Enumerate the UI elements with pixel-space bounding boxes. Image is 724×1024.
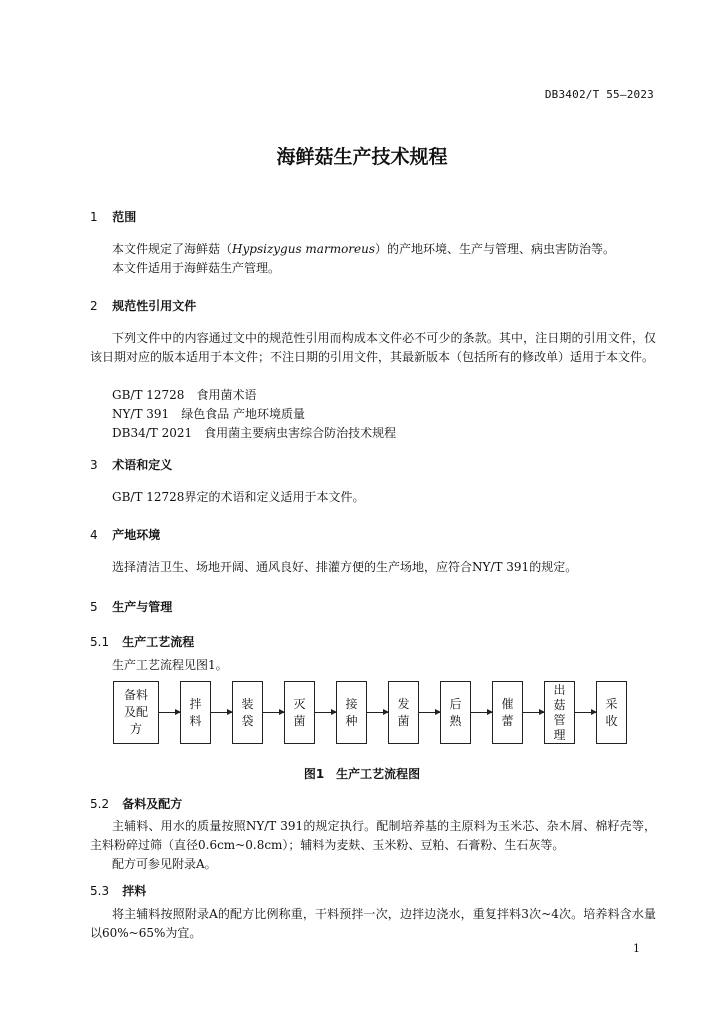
flow-arrow [575, 712, 596, 713]
section-title: 范围 [112, 210, 137, 224]
flow-step-label: 催 蕾 [501, 696, 514, 728]
flow-step-label: 备料 及配 方 [123, 688, 148, 736]
document-title: 海鲜菇生产技术规程 [276, 146, 448, 168]
flow-arrow [367, 712, 388, 713]
section-5-3-heading [90, 882, 146, 899]
section-number: 3 [90, 458, 98, 472]
flow-step-label: 采 收 [605, 696, 618, 728]
section-number: 4 [90, 528, 98, 542]
flow-step-label: 后 熟 [449, 696, 462, 728]
section-title: 生产与管理 [112, 600, 173, 614]
document-id: DB3402/T 55—2023 [544, 88, 654, 101]
flow-step-label: 灭 菌 [293, 696, 306, 728]
reference-item: DB34/T 2021 食用菌主要病虫害综合防治技术规程 [112, 426, 397, 440]
section-number: 5.3 [90, 884, 110, 898]
flow-step-label: 出 菇 管 理 [553, 682, 566, 742]
section-title: 术语和定义 [112, 458, 173, 472]
section-1-para-2: 本文件适用于海鲜菇生产管理。 [112, 261, 281, 275]
section-3-heading [90, 456, 172, 473]
section-title: 产地环境 [112, 528, 161, 542]
section-number: 5.2 [90, 797, 110, 811]
section-2-para-1: 下列文件中的内容通过文中的规范性引用而构成本文件必不可少的条款。其中，注日期的引用文件，仅该日期对应的版本适用于本文件；不注日期的引用文件，其最新版本（包括所有的修改单）适用于本文件。 [90, 331, 656, 364]
flow-step-inoculation [336, 681, 367, 744]
section-5-2-heading [90, 795, 182, 812]
section-5-heading [90, 598, 172, 615]
section-title: 拌料 [122, 884, 147, 898]
latin-name: Hypsizygus marmoreus [232, 242, 376, 256]
flow-arrow [211, 712, 232, 713]
section-5-3-para-1: 将主辅料按照附录A的配方比例称重，干料预拌一次，边拌边浇水，重复拌料3次~4次。培养料含水量以60%~65%为宜。 [90, 907, 656, 940]
flow-arrow [159, 712, 180, 713]
section-3-para-1: GB/T 12728界定的术语和定义适用于本文件。 [112, 490, 365, 504]
section-title: 生产工艺流程 [122, 635, 195, 649]
page-number: 1 [633, 942, 640, 955]
text: ）的产地环境、生产与管理、病虫害防治等。 [375, 242, 616, 256]
section-5-2-para-1: 主辅料、用水的质量按照NY/T 391的规定执行。配制培养基的主原料为玉米芯、杂木屑、棉籽壳等，主料粉碎过筛（直径0.6cm~0.8cm）；辅料为麦麸、玉米粉、豆粕、石膏粉、生石灰等。 [90, 819, 656, 852]
flow-step-prepare-materials [113, 681, 159, 744]
section-5-1-para-1: 生产工艺流程见图1。 [112, 658, 228, 672]
section-4-para-1: 选择清洁卫生、场地开阔、通风良好、排灌方便的生产场地，应符合NY/T 391的规定。 [112, 560, 578, 574]
section-number: 5 [90, 600, 98, 614]
flow-step-label: 装 袋 [241, 696, 254, 728]
flow-step-spawn-running [388, 681, 419, 744]
flow-step-after-ripening [440, 681, 471, 744]
section-title: 备料及配方 [122, 797, 183, 811]
flow-arrow [523, 712, 544, 713]
flow-arrow [263, 712, 284, 713]
flow-step-label: 发 菌 [397, 696, 410, 728]
figure-caption: 图1 生产工艺流程图 [303, 767, 421, 781]
flow-step-mixing [180, 681, 211, 744]
flow-arrow [419, 712, 440, 713]
section-number: 1 [90, 210, 98, 224]
section-5-2-para-2: 配方可参见附录A。 [112, 857, 217, 871]
section-2-heading [90, 297, 196, 314]
flow-step-fruiting-management [544, 681, 575, 744]
flow-step-harvesting [596, 681, 627, 744]
section-1-para-1 [90, 240, 656, 259]
process-flow-diagram [113, 681, 625, 746]
flow-step-sterilization [284, 681, 315, 744]
section-5-1-heading [90, 633, 194, 650]
section-number: 5.1 [90, 635, 110, 649]
flow-step-label: 接 种 [345, 696, 358, 728]
section-number: 2 [90, 299, 98, 313]
reference-item: NY/T 391 绿色食品 产地环境质量 [112, 407, 306, 421]
section-title: 规范性引用文件 [112, 299, 197, 313]
flow-arrow [471, 712, 492, 713]
flow-step-bud-inducing [492, 681, 523, 744]
text: 本文件规定了海鲜菇（ [112, 242, 233, 256]
section-4-heading [90, 526, 160, 543]
section-1-heading [90, 208, 136, 225]
reference-item: GB/T 12728 食用菌术语 [112, 388, 257, 402]
flow-arrow [315, 712, 336, 713]
flow-step-label: 拌 料 [189, 696, 202, 728]
flow-step-bagging [232, 681, 263, 744]
